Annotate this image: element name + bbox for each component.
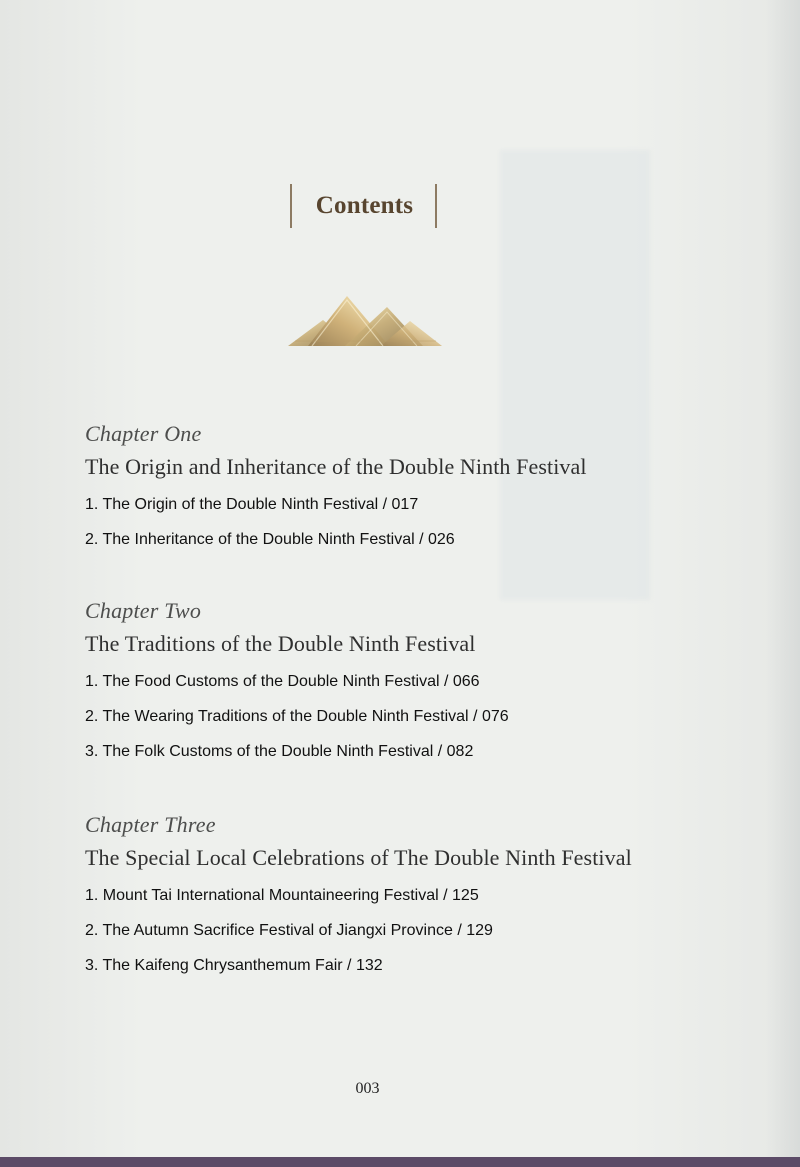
chapter-items <box>85 878 675 983</box>
chapter-one <box>85 421 675 557</box>
contents-entry: 2. The Wearing Traditions of the Double Ninth Festival / 076 <box>85 708 509 725</box>
chapter-title: The Traditions of the Double Ninth Festival <box>85 631 476 656</box>
chapter-label: Chapter One <box>85 421 202 446</box>
contents-heading-group <box>0 184 800 230</box>
page-title: Contents <box>315 192 414 219</box>
page-bottom-edge <box>0 1157 800 1167</box>
contents-entry: 3. The Folk Customs of the Double Ninth Festival / 082 <box>85 743 474 760</box>
contents-entry: 1. The Food Customs of the Double Ninth Festival / 066 <box>85 673 480 690</box>
chapter-items <box>85 487 675 557</box>
chapter-two <box>85 598 675 769</box>
chapter-label: Chapter Two <box>85 598 202 623</box>
chapter-label: Chapter Three <box>85 812 216 837</box>
mountain-ornament-icon <box>288 292 442 348</box>
chapter-three <box>85 812 675 983</box>
contents-entry: 2. The Inheritance of the Double Ninth Festival / 026 <box>85 531 455 548</box>
title-right-rule <box>435 184 437 228</box>
page-number: 003 <box>355 1080 380 1097</box>
page-edge-shadow <box>766 0 800 1167</box>
contents-entry: 2. The Autumn Sacrifice Festival of Jiangxi Province / 129 <box>85 922 493 939</box>
chapter-title: The Special Local Celebrations of The Double Ninth Festival <box>85 845 632 870</box>
contents-entry: 1. The Origin of the Double Ninth Festival / 017 <box>85 496 419 513</box>
contents-entry: 1. Mount Tai International Mountaineering Festival / 125 <box>85 887 479 904</box>
contents-entry: 3. The Kaifeng Chrysanthemum Fair / 132 <box>85 957 383 974</box>
chapter-items <box>85 664 675 769</box>
chapter-title: The Origin and Inheritance of the Double Ninth Festival <box>85 454 587 479</box>
